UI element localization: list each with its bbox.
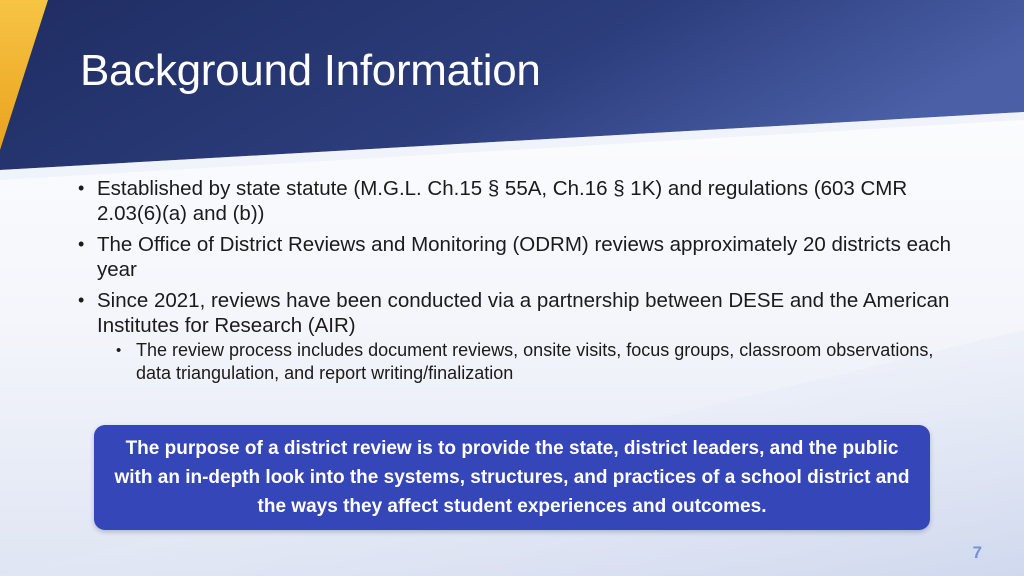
bullet-list [78,176,958,391]
sub-bullet-item [116,339,958,385]
purpose-callout [94,425,930,530]
sub-bullet-text: The review process includes document reviews, onsite visits, focus groups, classroom observations, data triangulation, and report writing/finalization [136,340,934,383]
sub-bullet-list [97,339,958,385]
bullet-item [78,288,958,385]
bullet-text: The Office of District Reviews and Monitoring (ODRM) reviews approximately 20 districts each year [97,233,952,281]
bullet-text: Since 2021, reviews have been conducted via a partnership between DESE and the American Institutes for Research (AIR) [97,289,950,337]
page-number: 7 [972,543,982,562]
purpose-statement: The purpose of a district review is to provide the state, district leaders, and the public with an in-depth look into the systems, structures, and practices of a school district and the ways they affect student experiences and outcomes. [114,438,910,517]
bullet-text: Established by state statute (M.G.L. Ch.15 § 55A, Ch.16 § 1K) and regulations (603 CMR 2.03(6)(a) and (b)) [97,177,908,225]
bullet-item [78,176,958,226]
page-title: Background Information [80,46,541,95]
bullet-item [78,232,958,282]
